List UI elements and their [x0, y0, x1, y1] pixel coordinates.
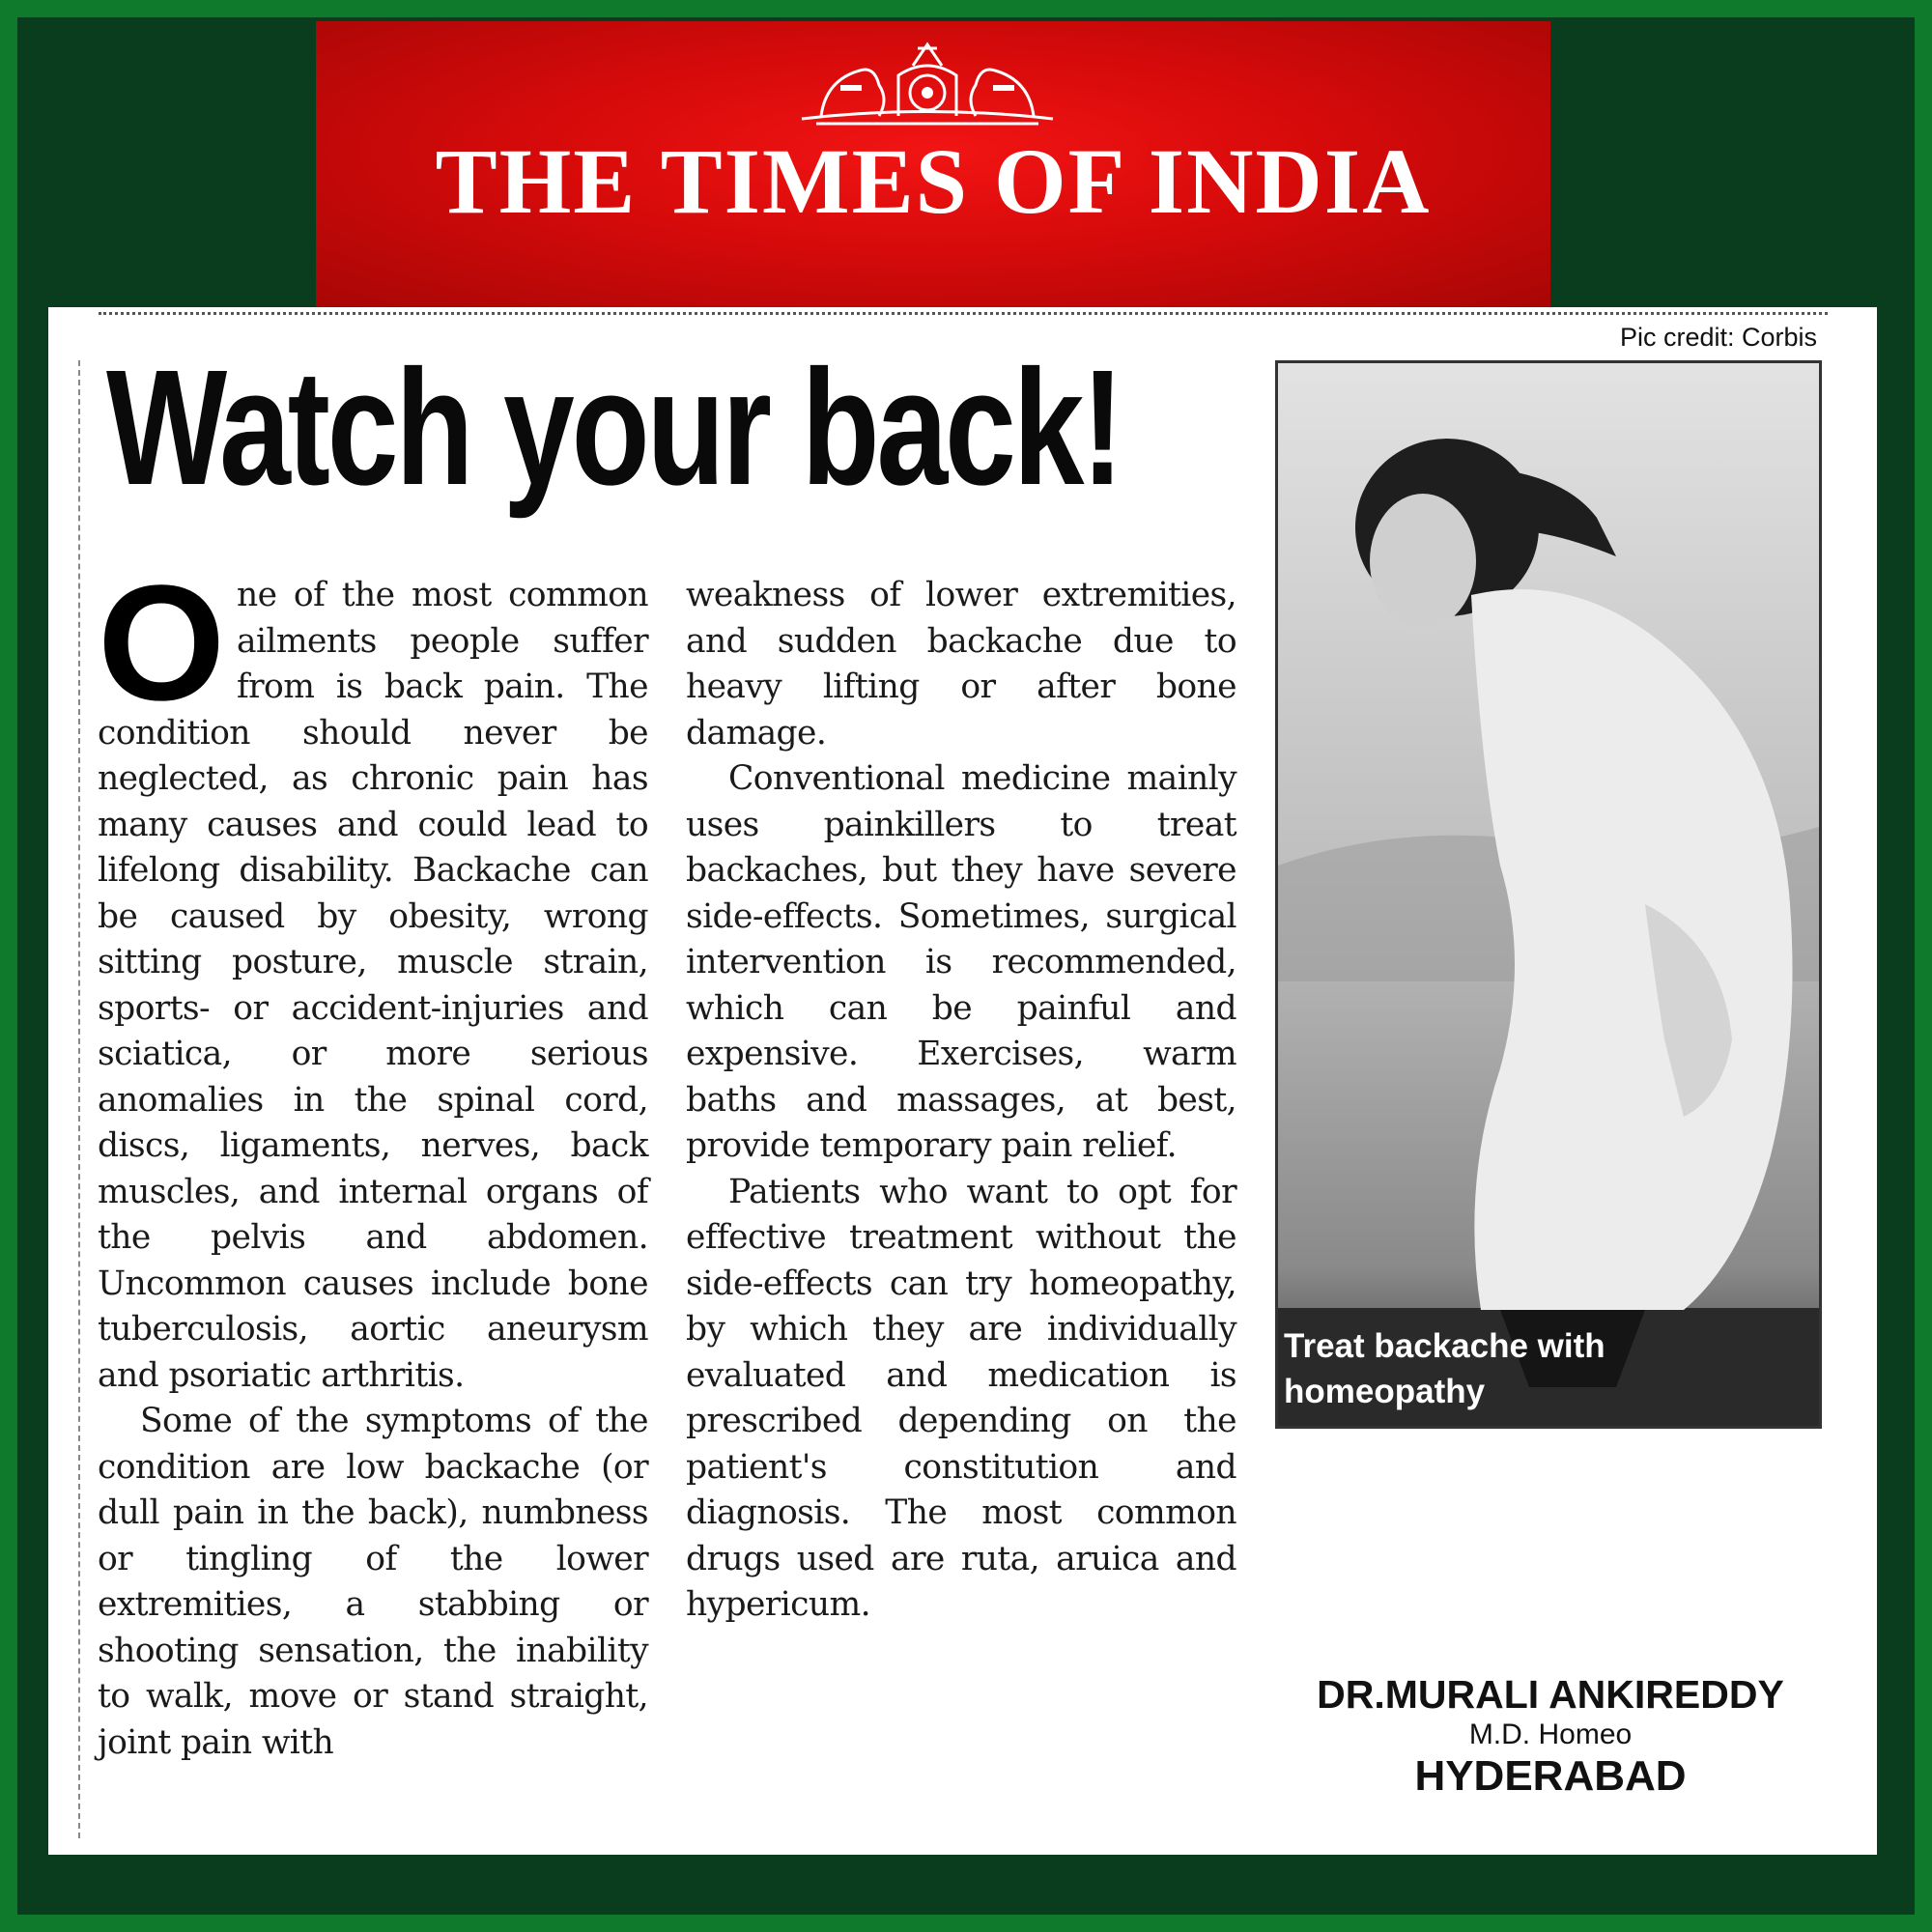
paragraph: Patients who want to opt for effective treatment without the side-effects can try homeopathy, by which they are individually evaluated and medication is prescribed depending on the patient's constitution and diagnosis. The most common drugs used are ruta, aruica and hypericum. — [686, 1172, 1236, 1624]
paragraph: Conventional medicine mainly uses painkillers to treat backaches, but they have severe side-effects. Sometimes, surgical intervention is recommended, which can be painful and expensive. Exercises, warm baths and massages, at best, provide temporary pain relief. — [686, 759, 1236, 1165]
headline: Watch your back! — [106, 336, 1122, 520]
article-clipping — [48, 307, 1877, 1855]
paragraph: weakness of lower extremities, and sudden backache due to heavy lifting or after bone damage. — [686, 576, 1236, 753]
paragraph: One of the most common ailments people suffer from is back pain. The condition should never be neglected, as chronic pain has many causes and could lead to lifelong disability. Backache can be caused by obesity, wrong sitting posture, muscle strain, sports- or accident-injuries and sciatica, or more serious anomalies in the spinal cord, discs, ligaments, nerves, back muscles, and internal organs of the pelvis and abdomen. Uncommon causes include bone tuberculosis, aortic aneurysm and psoriatic arthritis. — [98, 552, 648, 1395]
article-column-1 — [98, 552, 648, 1766]
masthead-title: THE TIMES OF INDIA — [435, 129, 1432, 233]
article-photo — [1275, 360, 1822, 1429]
photo-caption: Treat backache with homeopathy — [1284, 1327, 1605, 1410]
woman-with-backache-image — [1278, 363, 1819, 1426]
article-column-2 — [686, 573, 1236, 1629]
drop-cap: O — [98, 552, 225, 735]
byline-name: DR.MURALI ANKIREDDY — [1317, 1672, 1784, 1717]
top-dotted-rule — [99, 312, 1828, 315]
left-column-rule — [78, 360, 80, 1838]
paragraph: Some of the symptoms of the condition are low backache (or dull pain in the back), numbness or tingling of the lower extremities, a stabbing or shooting sensation, the inability to walk, move or stand straight, joint pain with — [98, 1402, 648, 1762]
byline — [1275, 1671, 1826, 1801]
pic-credit: Pic credit: Corbis — [1619, 323, 1817, 352]
byline-city: HYDERABAD — [1414, 1752, 1687, 1800]
royal-crest-icon — [782, 27, 1072, 135]
byline-qualification: M.D. Homeo — [1468, 1719, 1633, 1750]
